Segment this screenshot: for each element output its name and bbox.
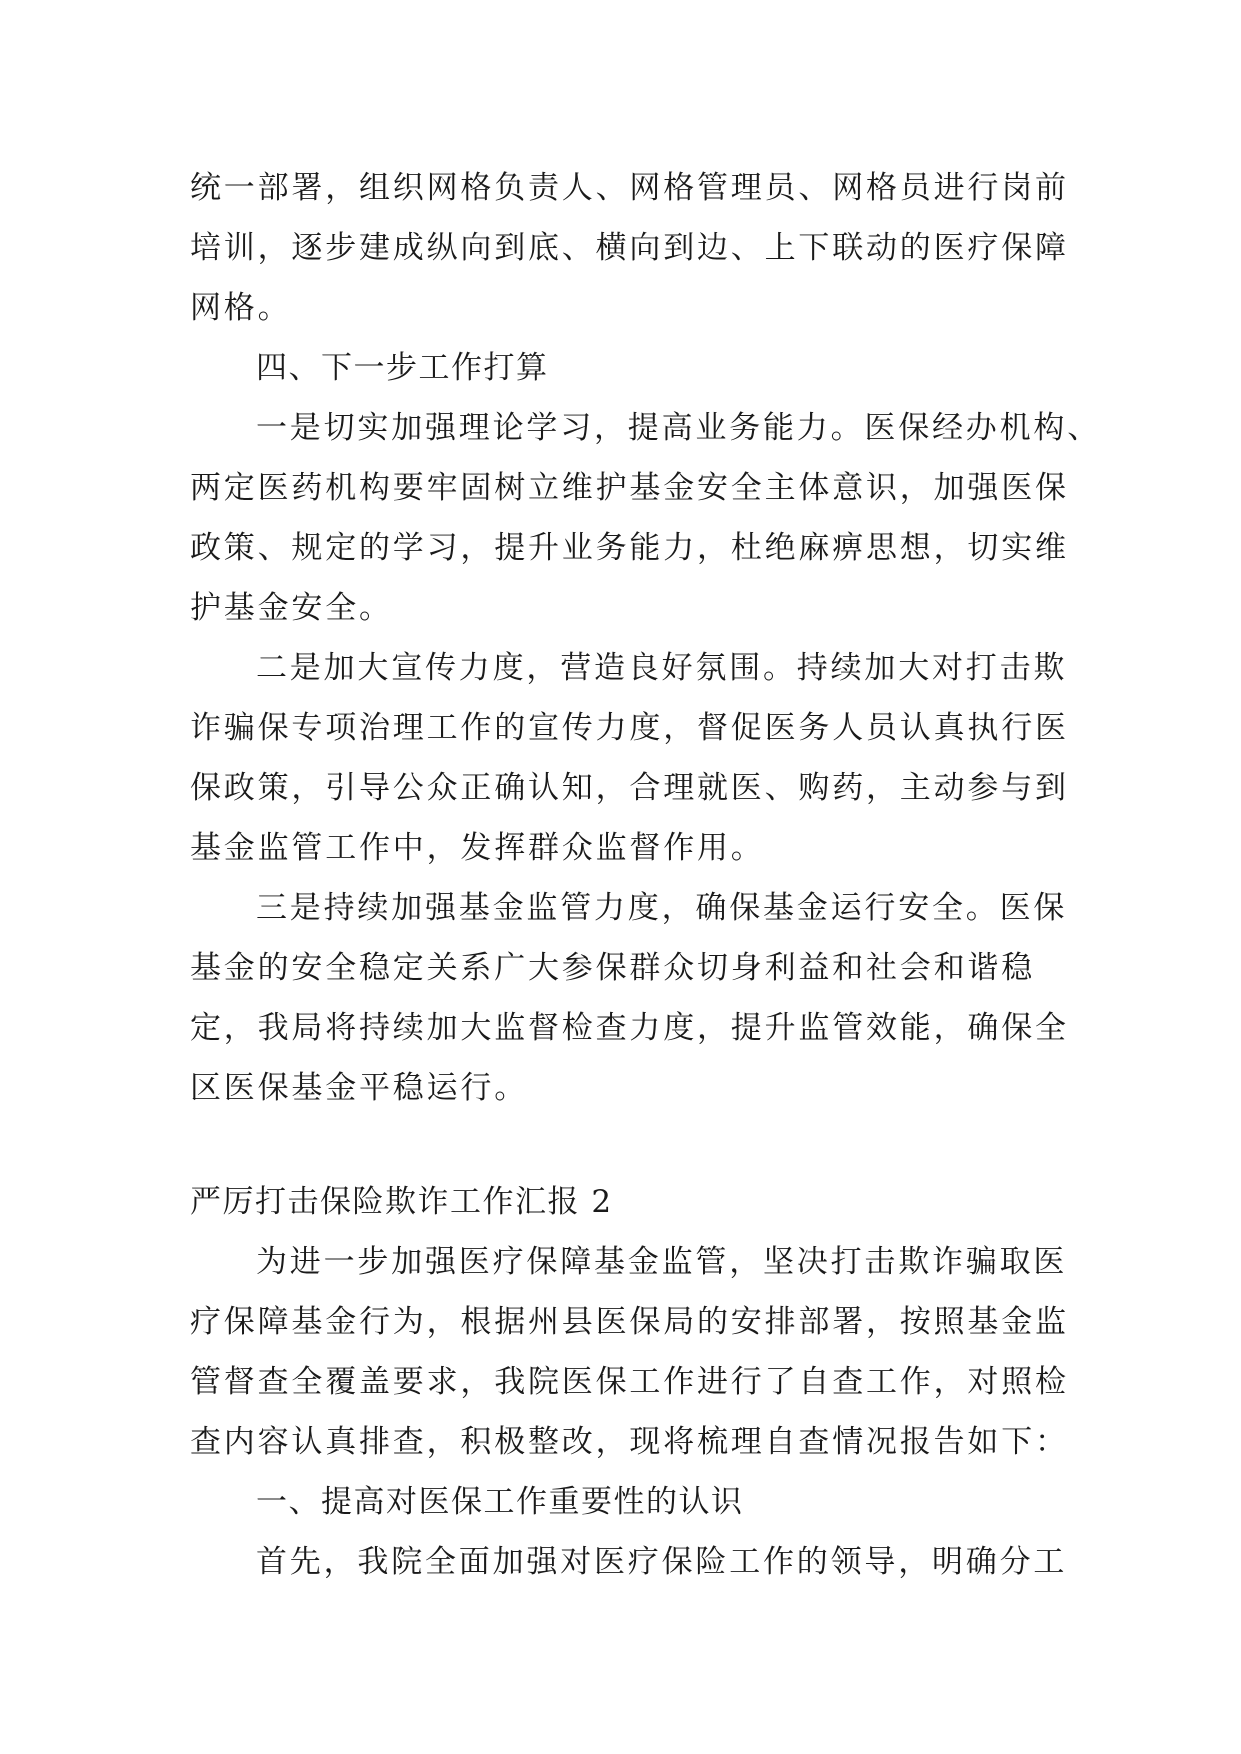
text-line: 首先，我院全面加强对医疗保险工作的领导，明确分工 xyxy=(256,1544,1068,1580)
section-heading: 一、提高对医保工作重要性的认识 xyxy=(256,1484,744,1520)
text-line: 网格。 xyxy=(190,290,292,326)
report-section-1-paragraph xyxy=(190,1532,1068,1592)
paragraph-gap xyxy=(190,1118,1062,1172)
document-body xyxy=(190,158,1101,1592)
text-line: 疗保障基金行为，根据州县医保局的安排部署，按照基金监 xyxy=(190,1304,1069,1340)
text-line: 二是加大宣传力度，营造良好氛围。持续加大对打击欺 xyxy=(256,650,1068,686)
text-line: 诈骗保专项治理工作的宣传力度，督促医务人员认真执行医 xyxy=(190,710,1069,746)
text-line: 为进一步加强医疗保障基金监管，坚决打击欺诈骗取医 xyxy=(256,1244,1068,1280)
report-intro-paragraph xyxy=(190,1232,1069,1472)
text-line: 基金的安全稳定关系广大参保群众切身利益和社会和谐稳 xyxy=(190,950,1035,986)
continued-paragraph xyxy=(190,158,1069,338)
text-line: 护基金安全。 xyxy=(190,590,393,626)
text-line: 查内容认真排查，积极整改，现将梳理自查情况报告如下： xyxy=(190,1424,1069,1460)
text-line: 区医保基金平稳运行。 xyxy=(190,1070,528,1106)
text-line: 统一部署，组织网格负责人、网格管理员、网格员进行岗前 xyxy=(190,170,1069,206)
text-line: 保政策，引导公众正确认知，合理就医、购药，主动参与到 xyxy=(190,770,1069,806)
section-heading: 四、下一步工作打算 xyxy=(256,350,549,386)
text-line: 培训，逐步建成纵向到底、横向到边、上下联动的医疗保障 xyxy=(190,230,1069,266)
text-line: 定，我局将持续加大监督检查力度，提升监管效能，确保全 xyxy=(190,1010,1069,1046)
text-line: 基金监管工作中，发挥群众监督作用。 xyxy=(190,830,765,866)
paragraph-point-2 xyxy=(190,638,1069,878)
report-title: 严厉打击保险欺诈工作汇报 2 xyxy=(190,1184,613,1220)
text-line: 一是切实加强理论学习，提高业务能力。医保经办机构、 xyxy=(256,410,1101,446)
text-line: 两定医药机构要牢固树立维护基金安全主体意识，加强医保 xyxy=(190,470,1069,506)
paragraph-point-1 xyxy=(190,398,1101,638)
text-line: 三是持续加强基金监管力度，确保基金运行安全。医保 xyxy=(256,890,1068,926)
paragraph-point-3 xyxy=(190,878,1069,1118)
text-line: 管督查全覆盖要求，我院医保工作进行了自查工作，对照检 xyxy=(190,1364,1069,1400)
text-line: 政策、规定的学习，提升业务能力，杜绝麻痹思想，切实维 xyxy=(190,530,1069,566)
